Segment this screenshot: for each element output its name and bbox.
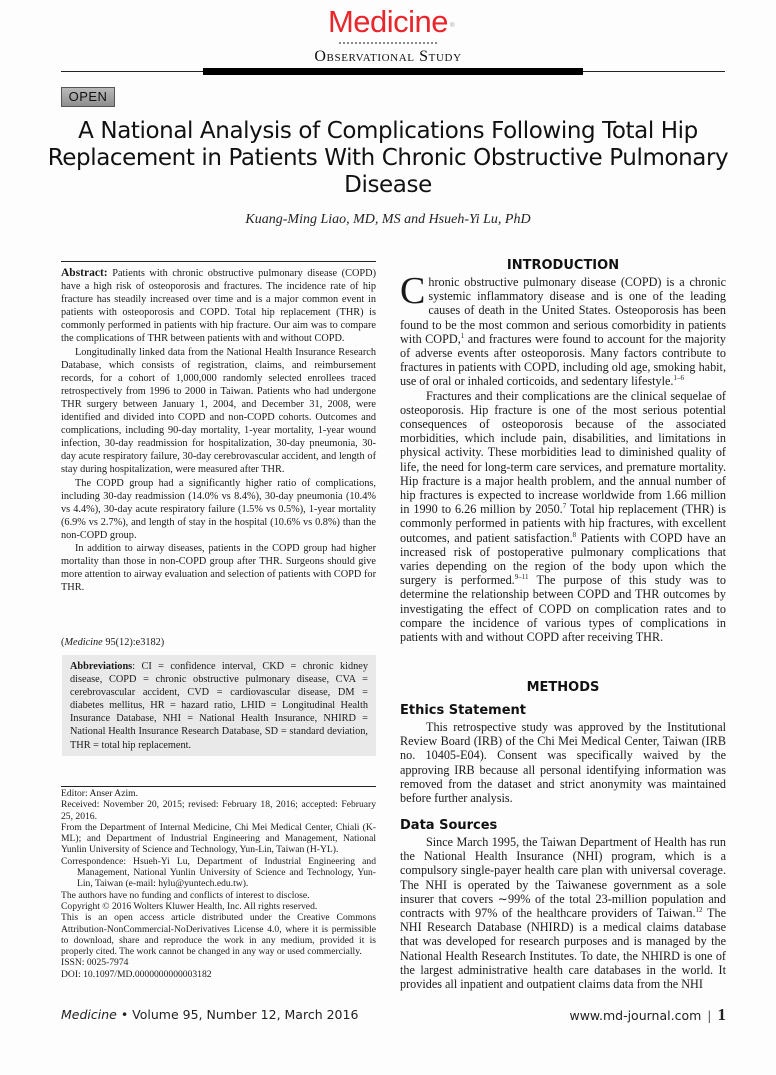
- intro-text: Fractures and their complications are the clinical sequelae of osteoporosis. Hip fracture is one of the most serious potential consequences of osteoporosis because of the associated morbidities, which include pain, disabilities, and limitations in physical activity. These morbidities lead to diminished quality of life, the need for long-term care services, and premature mortality. Hip fracture is a major health problem, and the annual number of hip fractures is expected to increase worldwide from 1.66 million in 1990 to 6.26 million by 2050.: [400, 388, 726, 517]
- footer-separator: |: [707, 1008, 712, 1023]
- citation-paren: (: [61, 637, 65, 648]
- footnote-doi[interactable]: DOI: 10.1097/MD.0000000000003182: [61, 968, 212, 980]
- data-text: Since March 1995, the Taiwan Department of Health has run the National Health Insurance (NHI) program, which is a compulsory single-payer health care plan with universal coverage. The NHI is operated by the Taiwanese government as a sole insurer that covers ∼99% of the total 23-million population and contracts with 97% of the healthcare providers of Taiwan.: [400, 835, 726, 921]
- footer-right: [569, 1005, 726, 1025]
- footer-journal-name: Medicine: [61, 1007, 117, 1022]
- footnote-copyright: Copyright © 2016 Wolters Kluwer Health, Inc. All rights reserved.: [61, 900, 318, 912]
- data-sources-paragraph: [400, 835, 726, 991]
- intro-text: and fractures were found to account for the majority of adverse events after osteoporosis. Many factors contribute to fractures in patients with COPD, including old age, smoking habit, use of oral or inhaled corticoids, and sedentary lifestyle.: [400, 331, 726, 389]
- page-number: 1: [717, 1005, 726, 1024]
- abbreviations-box: [62, 655, 376, 756]
- intro-text: hronic obstructive pulmonary disease (COPD) is a chronic systemic inflammatory disease and is one of the leading causes of death in the United States. Osteoporosis has been found to be the most common and serious comorbidity in patients with COPD,: [400, 275, 726, 346]
- intro-text: Patients with COPD have an increased risk of postoperative pulmonary complications that varies depending on the region of the body upon which the surgery is performed.: [400, 530, 726, 588]
- ethics-statement-heading: Ethics Statement: [400, 703, 526, 718]
- reference-link[interactable]: 8: [572, 530, 577, 539]
- abstract-paragraph: In addition to airway diseases, patients in the COPD group had higher mortality than those in non-COPD group after THR. Surgeons should give more attention to airway evaluation and selection of patients with COPD for THR.: [61, 542, 376, 594]
- footnote-license: This is an open access article distributed under the Creative Commons Attribution-NonCommercial-NoDerivatives License 4.0, where it is permissible to download, share and reproduce the work in any medium, provided it is properly cited. The work cannot be changed in any way or used commercially.: [61, 912, 376, 958]
- footer-issue: • Volume 95, Number 12, March 2016: [116, 1007, 359, 1022]
- footnote-correspondence: Correspondence: Hsueh-Yi Lu, Department of Industrial Engineering and Management, National Yunlin University of Science and Technology, Yun-Lin, Taiwan (e-mail: hylu@yuntech.edu.tw).: [61, 855, 376, 890]
- footnote-received: Received: November 20, 2015; revised: February 18, 2016; accepted: February 25, 2016.: [61, 799, 376, 822]
- citation-journal: Medicine: [64, 637, 103, 648]
- article-authors: Kuang-Ming Liao, MD, MS and Hsueh-Yi Lu, PhD: [245, 212, 531, 227]
- registered-mark: ®: [450, 23, 455, 29]
- header-rule-bold: [203, 68, 583, 75]
- footnote-affiliation: From the Department of Internal Medicine, Chi Mei Medical Center, Chiali (K-ML); and Department of Industrial Engineering and Management, National Yunlin University of Science and Technology, Yun-Lin, Taiwan (H-YL).: [61, 821, 376, 856]
- introduction-paragraph: [400, 389, 726, 645]
- reference-link[interactable]: 9–11: [514, 573, 529, 582]
- ethics-statement-section: [400, 720, 726, 805]
- reference-link[interactable]: 7: [562, 502, 567, 511]
- abstract-paragraph: Longitudinally linked data from the National Health Insurance Research Database, which consists of registration, claims, and reimbursement records, for a cohort of 1,000,000 randomly selected enrollees traced retrospectively from 1996 to 2000 in Taiwan. Patients who had undergone THR surgery between January 1, 2004, and December 31, 2008, were identified and divided into COPD and non-COPD cohorts. Outcomes and complications, including 90-day mortality, 1-year mortality, 1-year wound infection, 30-day readmission for hospitalization, 30-day pneumonia, 30-day acute respiratory failure, 30-day cerebrovascular accident, and length of stay during hospitalization, were measured after THR.: [61, 346, 376, 476]
- article-title: A National Analysis of Complications Following Total Hip Replacement in Patients With Chronic Obstructive Pulmonary Disease: [47, 118, 729, 198]
- introduction-section: [400, 270, 727, 645]
- introduction-heading: INTRODUCTION: [506, 258, 620, 273]
- footnote-editor: Editor: Anser Azim.: [61, 788, 139, 799]
- abstract-text: Patients with chronic obstructive pulmonary disease (COPD) have a high risk of osteoporosis and fractures. The incidence rate of hip fracture has steadily increased over time and is a major common event in patients with osteoporosis and COPD. Total hip replacement (THR) is commonly performed in patients with hip fracture. Our aim was to compare the complications of THR between patients with and without COPD.: [61, 268, 377, 345]
- abstract-paragraph: [61, 267, 376, 346]
- abbreviations-label: Abbreviations: [70, 661, 133, 672]
- open-access-badge: OPEN: [61, 87, 115, 107]
- drop-cap: C: [400, 270, 426, 312]
- data-sources-section: [400, 835, 726, 991]
- citation-volume: 95(12):e3182): [102, 637, 165, 648]
- footnotes: [61, 788, 376, 980]
- data-sources-heading: Data Sources: [400, 818, 498, 833]
- ethics-paragraph: This retrospective study was approved by the Institutional Review Board (IRB) of the Chi Mei Medical Center, Taiwan (IRB no. 10405-E04). Consent was specifically waived by the approving IRB because all personal identifying information was removed from the dataset and strict anonymity was maintained before further analysis.: [400, 720, 726, 806]
- footnote-issn: ISSN: 0025-7974: [61, 957, 129, 969]
- article-citation: [61, 637, 164, 648]
- reference-link[interactable]: 1–6: [673, 374, 684, 383]
- logo-dotted-underline: [339, 42, 437, 44]
- abstract-paragraph: The COPD group had a significantly higher ratio of complications, including 30-day readmission (14.0% vs 8.4%), 30-day pneumonia (10.4% vs 4.4%), 30-day acute respiratory failure (1.5% vs 0.5%), 1-year mortality (6.9% vs 2.7%), and length of stay in the hospital (10.6% vs 0.8%) than the non-COPD group.: [61, 477, 376, 541]
- footnote-rule: [61, 786, 376, 787]
- data-text: The NHI Research Database (NHIRD) is a medical claims database that was developed for research purposes and is managed by the National Health Research Institutes. To date, the NHIRD is one of the largest administrative health care databases in the world. It provides all inpatient and outpatient claims data from the NHI: [400, 906, 726, 992]
- methods-heading: METHODS: [526, 680, 600, 695]
- abstract: [61, 267, 376, 594]
- masthead: [0, 4, 776, 66]
- footer-journal-info: [61, 1007, 358, 1022]
- footnote-funding: The authors have no funding and conflicts of interest to disclose.: [61, 889, 310, 901]
- journal-logo: [327, 4, 455, 40]
- reference-link[interactable]: 12: [695, 906, 703, 915]
- abstract-label: Abstract:: [61, 267, 108, 279]
- abstract-rule: [61, 261, 376, 262]
- introduction-paragraph: [400, 270, 726, 389]
- abbreviations-text: : CI = confidence interval, CKD = chronic kidney disease, COPD = chronic obstructive pulmonary disease, CVA = cerebrovascular accident, CVD = cardiovascular disease, DM = diabetes mellitus, HR = hazard ratio, LHID = Longitudinal Health Insurance Database, NHI = National Health Insurance, NHIRD = National Health Insurance Research Database, SD = standard deviation, THR = total hip replacement.: [70, 661, 368, 751]
- intro-text: Total hip replacement (THR) is commonly performed in patients with hip fractures, with excellent outcomes, and patient satisfaction.: [400, 502, 726, 545]
- intro-text: The purpose of this study was to determine the relationship between COPD and THR outcomes by investigating the effect of COPD on complication rates and to compare the incidence of various types of complications in patients with and without COPD after receiving THR.: [400, 573, 727, 645]
- article-type: Observational Study: [314, 48, 462, 65]
- journal-name: Medicine: [327, 4, 449, 39]
- journal-url-link[interactable]: www.md-journal.com: [569, 1008, 702, 1023]
- reference-link[interactable]: 1: [460, 331, 465, 340]
